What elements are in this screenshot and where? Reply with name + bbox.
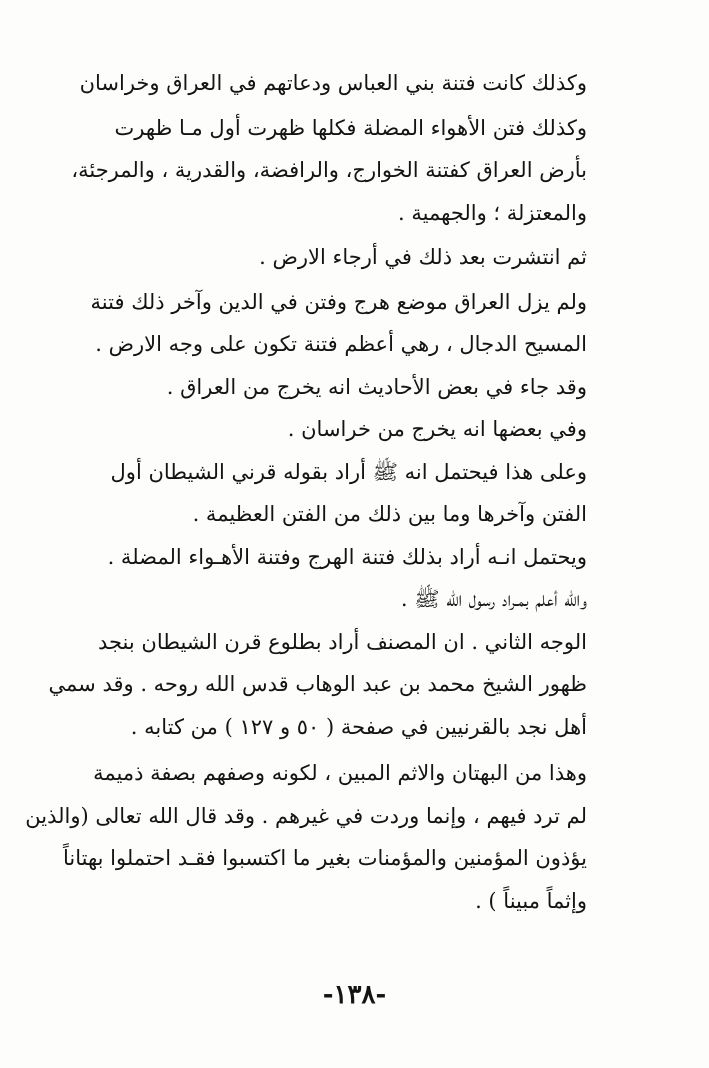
text-line: ويحتمل انـه أراد بذلك فتنة الهرج وفتنة الأهـواء المضلة . [107, 544, 587, 569]
paragraph-3 [78, 236, 621, 279]
text-line: والله أعلم بمـراد رسول الله ﷺ . [400, 587, 587, 611]
text-line: ولم يزل العراق موضع هرج وفتن في الدين وآخر ذلك فتنة [90, 289, 587, 314]
paragraph-5 [78, 366, 621, 409]
text-line: ثم انتشرت بعد ذلك في أرجاء الارض . [259, 245, 587, 269]
paragraph-1 [78, 62, 621, 105]
text-line: بأرض العراق كفتنة الخوارج، والرافضة، والقدرية ، والمرجئة، [71, 158, 587, 182]
text-line: الفتن وآخرها وما بين ذلك من الفتن العظيمة . [192, 502, 587, 526]
text-line: وعلى هذا فيحتمل انه ﷺ أراد بقوله قرني الشيطان أول [110, 459, 587, 484]
paragraph-4 [78, 281, 621, 366]
paragraph-6 [78, 408, 621, 451]
text-line: وقد جاء في بعض الأحاديث انه يخرج من العراق . [166, 374, 587, 399]
text-line: الوجه الثاني . ان المصنف أراد بطلوع قرن الشيطان بنجد [97, 629, 587, 654]
text-line: وكذلك فتن الأهواء المضلة فكلها ظهرت أول مـا ظهرت [114, 115, 587, 140]
text-line: ظهور الشيخ محمد بن عبد الوهاب قدس الله روحه . وقد سمي [48, 672, 587, 696]
paragraph-2 [71, 107, 621, 235]
text-line: لم ترد فيهم ، وإنما وردت في غيرهم . وقد قال الله تعالى (والذين [25, 803, 587, 828]
text-line: وفي بعضها انه يخرج من خراسان . [287, 417, 587, 441]
paragraph-9 [48, 621, 621, 749]
text-line: وكذلك كانت فتنة بني العباس ودعاتهم في العراق وخراسان [79, 71, 587, 95]
paragraph-8 [78, 536, 621, 621]
text-line: المسيح الدجال ، رهي أعظم فتنة تكون على وجه الارض . [95, 332, 587, 356]
paragraph-10 [25, 752, 621, 922]
text-line: وهذا من البهتان والاثم المبين ، لكونه وصفهم بصفة ذميمة [93, 761, 587, 785]
body-text [25, 62, 621, 922]
text-line: أهل نجد بالقرنيين في صفحة ( ٥٠ و ١٢٧ ) من كتابه . [130, 714, 587, 739]
text-line: والمعتزلة ؛ والجهمية . [398, 200, 587, 225]
paragraph-7 [78, 451, 621, 536]
page-number: -١٣٨- [322, 980, 387, 1010]
text-line: وإثماً مبيناً ) . [475, 888, 587, 913]
text-line: يؤذون المؤمنين والمؤمنات بغير ما اكتسبوا فقـد احتملوا بهتاناً [63, 846, 587, 870]
